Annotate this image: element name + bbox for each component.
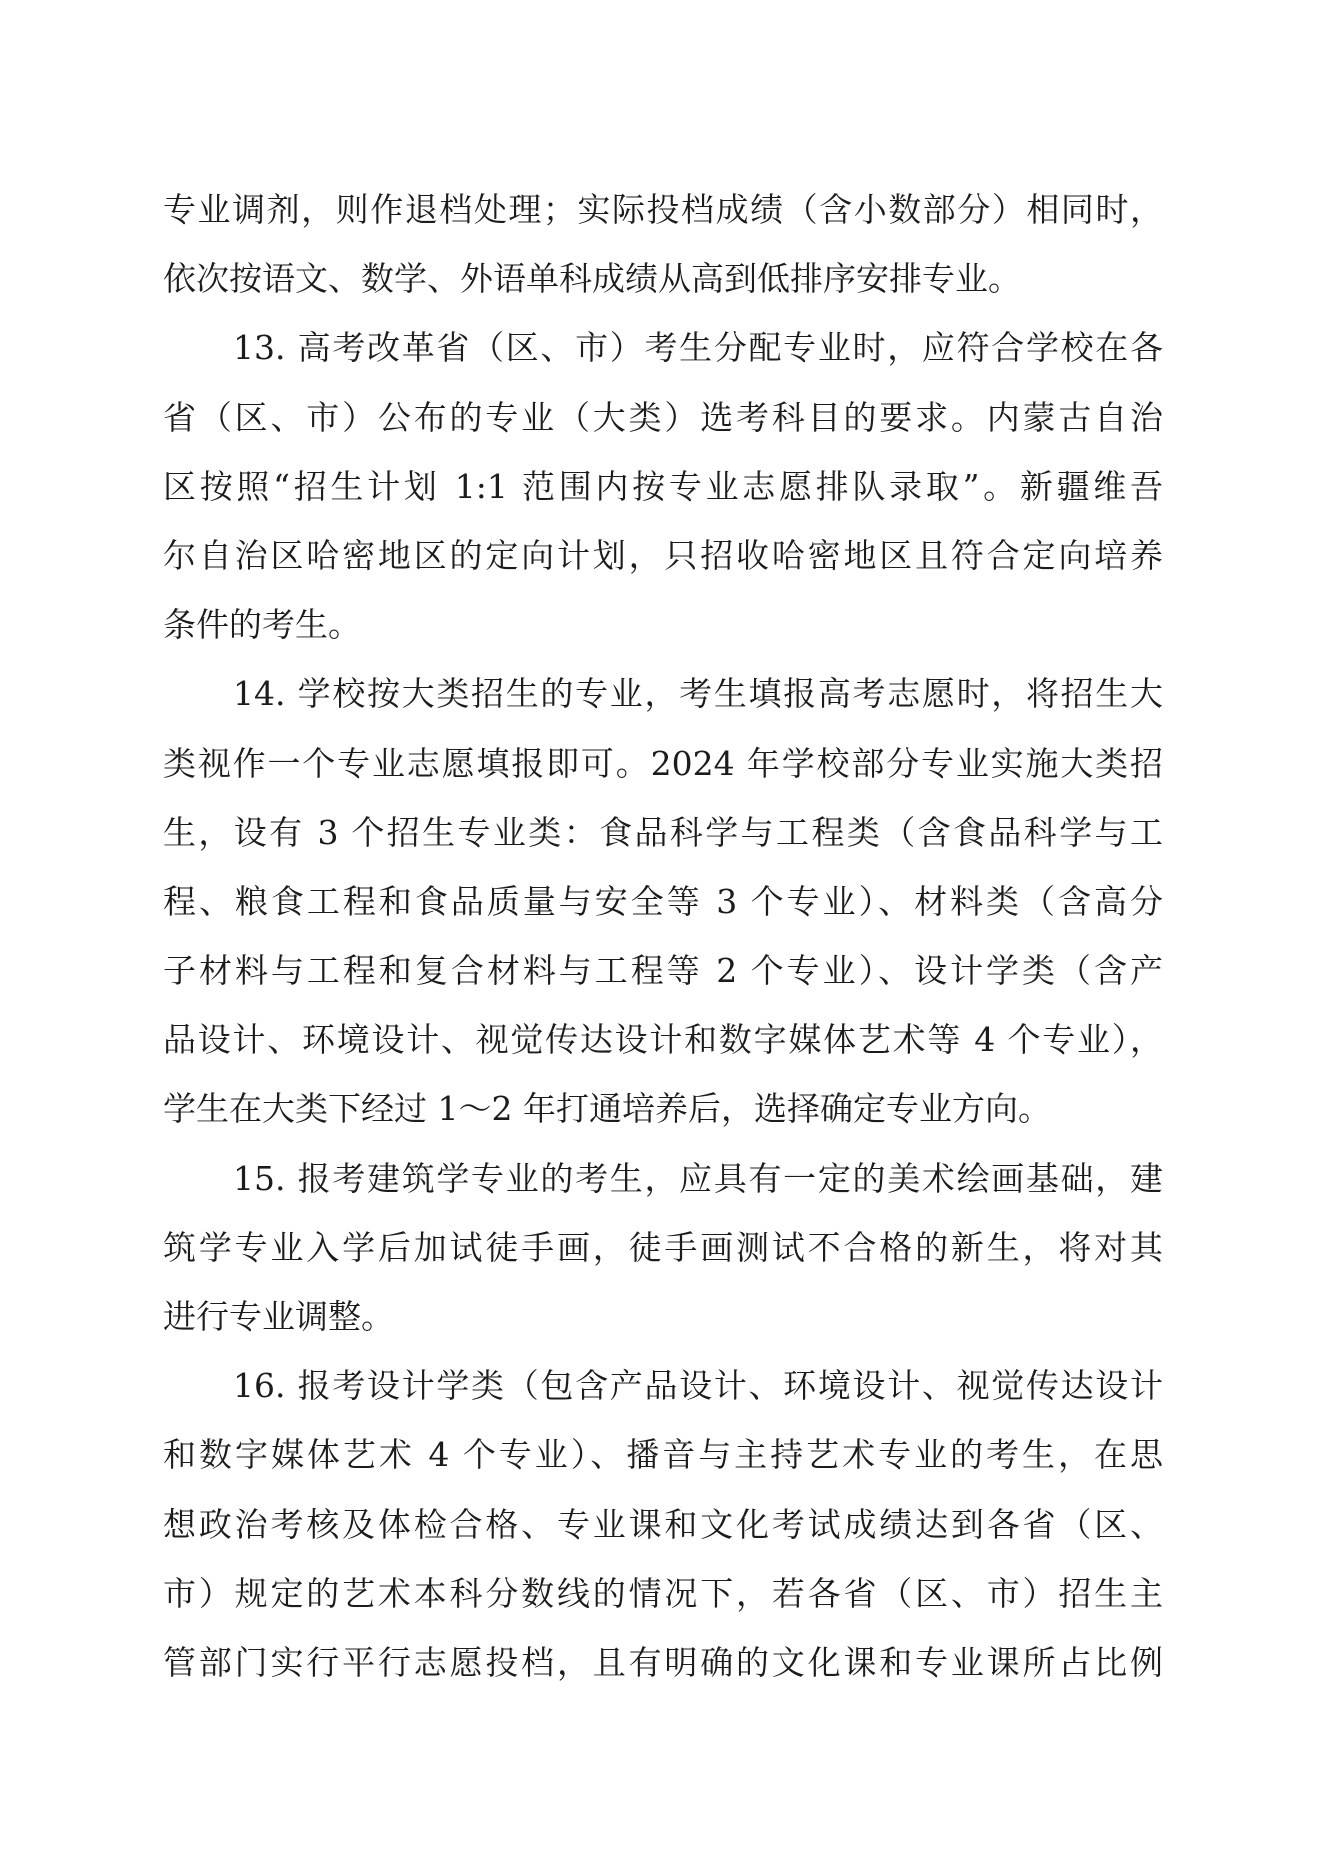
text-line: 和数字媒体艺术 4 个专业）、播音与主持艺术专业的考生，在思 — [163, 1435, 1163, 1475]
text-line: 区按照“招生计划 1:1 范围内按专业志愿排队录取”。新疆维吾 — [163, 466, 1163, 506]
text-line: 省（区、市）公布的专业（大类）选考科目的要求。内蒙古自治 — [163, 397, 1163, 437]
paragraph-15-line: 15. 报考建筑学专业的考生，应具有一定的美术绘画基础，建 — [233, 1158, 1163, 1198]
text-line: 子材料与工程和复合材料与工程等 2 个专业）、设计学类（含产 — [163, 951, 1163, 991]
text-line: 类视作一个专业志愿填报即可。2024 年学校部分专业实施大类招 — [163, 743, 1163, 783]
text-line: 依次按语文、数学、外语单科成绩从高到低排序安排专业。 — [163, 259, 1021, 299]
text-line: 条件的考生。 — [163, 605, 361, 645]
text-line: 进行专业调整。 — [163, 1297, 394, 1336]
text-line: 品设计、环境设计、视觉传达设计和数字媒体艺术等 4 个专业）， — [163, 1020, 1163, 1060]
text-line: 生，设有 3 个招生专业类：食品科学与工程类（含食品科学与工 — [163, 812, 1163, 852]
text-line: 专业调剂，则作退档处理；实际投档成绩（含小数部分）相同时， — [163, 190, 1163, 229]
paragraph-14-line: 14. 学校按大类招生的专业，考生填报高考志愿时，将招生大 — [233, 674, 1163, 714]
text-line: 管部门实行平行志愿投档，且有明确的文化课和专业课所占比例 — [163, 1642, 1163, 1682]
text-line: 市）规定的艺术本科分数线的情况下，若各省（区、市）招生主 — [163, 1573, 1163, 1613]
paragraph-16-line: 16. 报考设计学类（包含产品设计、环境设计、视觉传达设计 — [233, 1366, 1163, 1406]
document-body — [163, 175, 1163, 1697]
text-line: 程、粮食工程和食品质量与安全等 3 个专业）、材料类（含高分 — [163, 881, 1163, 921]
text-line: 想政治考核及体检合格、专业课和文化考试成绩达到各省（区、 — [163, 1504, 1163, 1544]
text-line: 学生在大类下经过 1～2 年打通培养后，选择确定专业方向。 — [163, 1089, 1051, 1129]
text-line: 筑学专业入学后加试徒手画，徒手画测试不合格的新生，将对其 — [163, 1227, 1163, 1267]
paragraph-13-line: 13. 高考改革省（区、市）考生分配专业时，应符合学校在各 — [233, 328, 1163, 368]
text-line: 尔自治区哈密地区的定向计划，只招收哈密地区且符合定向培养 — [163, 535, 1163, 575]
